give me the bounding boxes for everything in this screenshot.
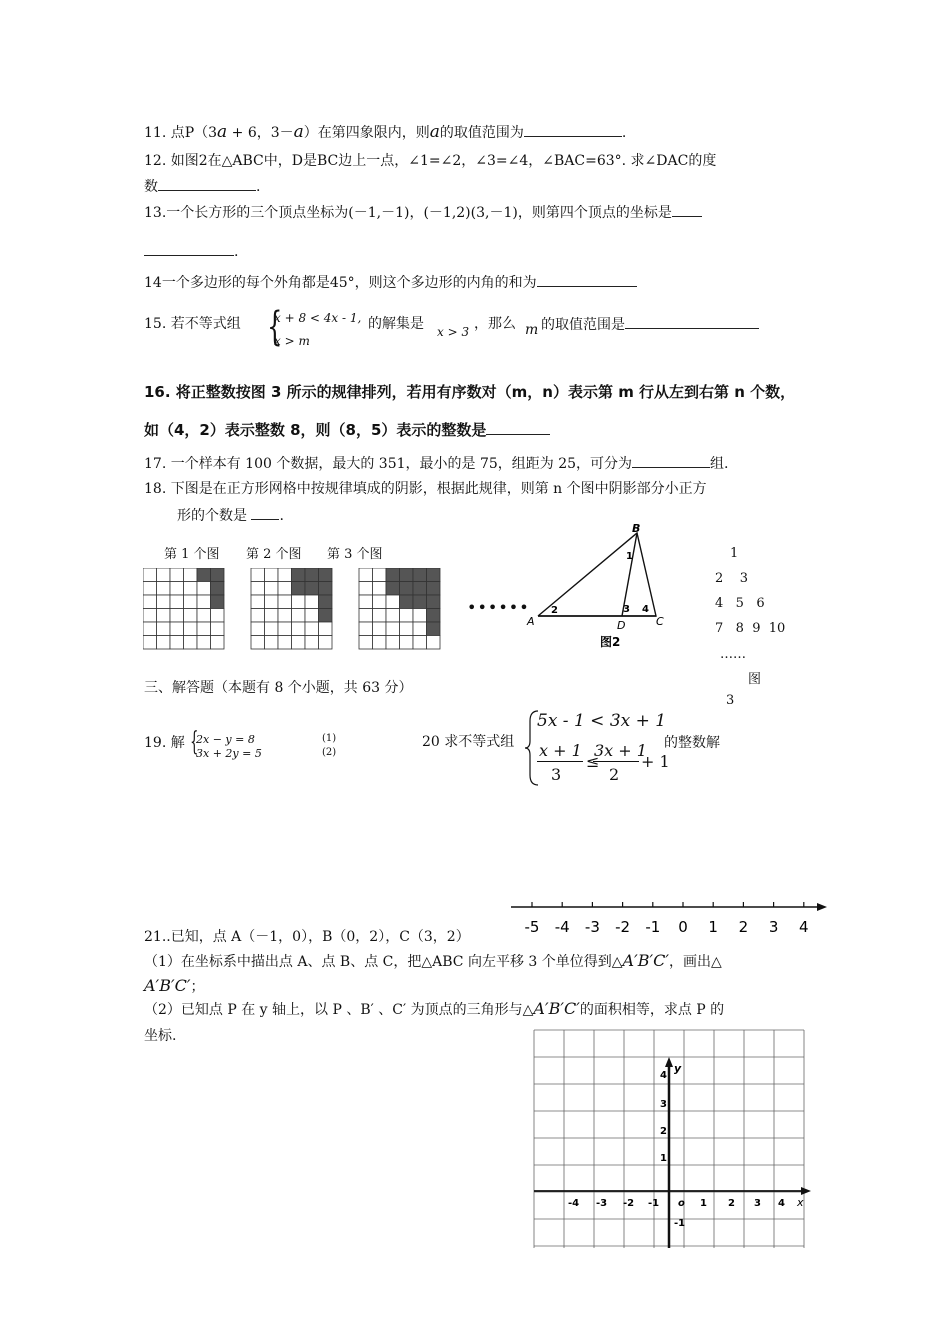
- grid-cell: [413, 609, 427, 623]
- fig3-caption-2: 3: [726, 693, 735, 708]
- question-12-line1: 12. 如图2在△ABC中，D是BC边上一点，∠1=∠2，∠3=∠4，∠BAC=63°. 求∠DAC的度: [144, 153, 717, 169]
- answer-blank[interactable]: [625, 314, 759, 329]
- question-21-line5: 坐标.: [144, 1028, 177, 1044]
- question-15-mid: 的解集是: [368, 316, 424, 332]
- equation-2-number: (2): [322, 747, 337, 758]
- grid-cell: [211, 582, 225, 596]
- question-14: 14一个多边形的每个外角都是45°，则这个多边形的内角的和为: [144, 272, 637, 293]
- grid-cell: [292, 609, 306, 623]
- grid-cell: [386, 595, 400, 609]
- grid-cell: [197, 636, 211, 650]
- grid-cell: [305, 568, 319, 582]
- grid-cell: [170, 622, 184, 636]
- angle-2: 2: [551, 605, 558, 616]
- q20-plus-one: + 1: [641, 752, 670, 771]
- grid-cell: [305, 582, 319, 596]
- grid-cell: [211, 609, 225, 623]
- grid-cell: [170, 568, 184, 582]
- question-13-line2: .: [144, 241, 238, 262]
- pattern-grid-1: [143, 568, 224, 649]
- x-axis-label: -4: [568, 1198, 580, 1209]
- equation-1: 2x − y = 8: [196, 733, 255, 746]
- grid-cell: [427, 568, 441, 582]
- q20-denominator-2: 2: [609, 765, 620, 784]
- grid-cell: [413, 568, 427, 582]
- fig3-caption-1: 图: [748, 672, 762, 687]
- grid-cell: [319, 595, 333, 609]
- question-11: 11. 点P（3a + 6，3－a）在第四象限内，则a的取值范围为 .: [144, 122, 627, 142]
- coordinate-grid[interactable]: [530, 1026, 820, 1251]
- grid-cell: [197, 622, 211, 636]
- grid-cell: [305, 636, 319, 650]
- grid-cell: [373, 609, 387, 623]
- x-axis-label: o: [678, 1198, 685, 1209]
- grid-cell: [211, 622, 225, 636]
- grid-cell: [427, 609, 441, 623]
- grid-cell: [265, 568, 279, 582]
- number-line-label: 4: [799, 918, 809, 936]
- fraction-bar-1: [537, 761, 583, 762]
- q20-le-sign: ≤: [586, 752, 600, 771]
- grid-cell: [184, 636, 198, 650]
- number-line: [505, 896, 835, 940]
- grid-cell: [319, 568, 333, 582]
- grid-cell: [197, 568, 211, 582]
- grid-cell: [386, 609, 400, 623]
- question-20-prefix: 20 求不等式组: [422, 734, 515, 750]
- grid-cell: [157, 609, 171, 623]
- x-axis-label: -3: [596, 1198, 608, 1209]
- question-21-line2: （1）在坐标系中描出点 A、点 B、点 C，把△ABC 向左平移 3 个单位得到△A′B′C′，画出△: [144, 951, 722, 970]
- grid-cell: [278, 582, 292, 596]
- grid-cell: [157, 595, 171, 609]
- grid-cell: [305, 622, 319, 636]
- fraction-bar-2: [593, 761, 639, 762]
- grid-cell: [170, 609, 184, 623]
- grid-cell: [400, 595, 414, 609]
- grid-cell: [278, 622, 292, 636]
- grid-cell: [386, 636, 400, 650]
- grid-cell: [170, 595, 184, 609]
- grid-cell: [143, 636, 157, 650]
- grid-cell: [143, 568, 157, 582]
- inequality-brace: {: [267, 304, 283, 350]
- question-21-line3: A′B′C′；: [144, 976, 205, 995]
- q20-numerator-1: x + 1: [539, 741, 582, 760]
- system-brace: {: [190, 727, 199, 757]
- grid-cell: [197, 595, 211, 609]
- grid-cell: [157, 636, 171, 650]
- answer-blank[interactable]: [144, 241, 234, 256]
- answer-blank[interactable]: [158, 176, 256, 191]
- grid-cell: [319, 582, 333, 596]
- number-line-label: 3: [768, 918, 779, 936]
- x-axis-label: 3: [754, 1198, 761, 1209]
- section-3-heading: 三、解答题（本题有 8 个小题，共 63 分）: [144, 680, 413, 696]
- grid-cell: [251, 595, 265, 609]
- grid-cell: [265, 609, 279, 623]
- grid-cell: [157, 622, 171, 636]
- figure-2-triangle: [522, 524, 672, 654]
- fig-label-1: 第 1 个图: [164, 547, 220, 562]
- grid-cell: [373, 582, 387, 596]
- fig3-row-1: 1: [730, 546, 739, 561]
- grid-cell: [359, 582, 373, 596]
- number-line-label: 1: [708, 918, 718, 936]
- number-line-label: -4: [554, 918, 570, 936]
- grid-cell: [184, 595, 198, 609]
- x-axis-label: -1: [648, 1198, 660, 1209]
- vertex-D: D: [617, 619, 626, 632]
- grid-cell: [251, 622, 265, 636]
- y-axis-label: 4: [660, 1070, 667, 1081]
- figure-2-caption: 图2: [600, 635, 621, 649]
- x-axis-name: x: [797, 1196, 804, 1209]
- grid-cell: [143, 609, 157, 623]
- angle-3: 3: [623, 604, 630, 615]
- grid-cell: [251, 568, 265, 582]
- grid-cell: [427, 595, 441, 609]
- ineq-1: x + 8 < 4x - 1,: [274, 311, 362, 325]
- answer-blank[interactable]: [672, 202, 702, 217]
- grid-cell: [184, 609, 198, 623]
- question-13-line1: 13.一个长方形的三个顶点坐标为(－1,－1)，(－1,2)(3,－1)，则第四个顶点的坐标是: [144, 202, 702, 223]
- var-m: m: [525, 322, 539, 338]
- number-line-label: 0: [678, 918, 688, 936]
- number-line-label: 2: [738, 918, 749, 936]
- grid-cell: [251, 636, 265, 650]
- question-16-line1: 16. 将正整数按图 3 所示的规律排列，若用有序数对（m，n）表示第 m 行从左到右第 n 个数，: [144, 383, 796, 401]
- grid-cell: [359, 636, 373, 650]
- y-axis-label: 3: [660, 1099, 667, 1110]
- grid-cell: [143, 582, 157, 596]
- grid-cell: [265, 582, 279, 596]
- grid-cell: [184, 568, 198, 582]
- question-20-suffix: 的整数解: [664, 735, 720, 751]
- number-line-label: -1: [645, 918, 661, 936]
- grid-cell: [319, 636, 333, 650]
- vertex-B: B: [632, 524, 641, 535]
- question-15-prefix: 15. 若不等式组: [144, 316, 241, 332]
- ineq-2: x > m: [274, 334, 310, 348]
- question-17: 17. 一个样本有 100 个数据，最大的 351，最小的是 75，组距为 25，可分为 组.: [144, 453, 729, 474]
- grid-cell: [413, 582, 427, 596]
- grid-cell: [427, 622, 441, 636]
- grid-cell: [278, 609, 292, 623]
- answer-blank[interactable]: [251, 505, 279, 520]
- question-15-mid2: ，那么: [474, 316, 516, 332]
- grid-cell: [184, 622, 198, 636]
- pattern-grid-2: [251, 568, 332, 649]
- grid-cell: [292, 582, 306, 596]
- grid-cell: [413, 622, 427, 636]
- grid-cell: [400, 582, 414, 596]
- fig-label-3: 第 3 个图: [327, 547, 383, 562]
- x-axis-label: 4: [778, 1198, 785, 1209]
- grid-cell: [211, 568, 225, 582]
- x-axis-label: 2: [728, 1198, 735, 1209]
- question-16-line2: 如（4，2）表示整数 8，则（8，5）表示的整数是: [144, 420, 550, 440]
- grid-cell: [265, 636, 279, 650]
- angle-1: 1: [626, 551, 633, 562]
- grid-cell: [170, 636, 184, 650]
- grid-cell: [413, 636, 427, 650]
- grid-cell: [265, 622, 279, 636]
- fig3-row-4: 7 8 9 10: [715, 621, 786, 636]
- grid-cell: [251, 582, 265, 596]
- pattern-grids: [143, 568, 443, 650]
- grid-cell: [427, 582, 441, 596]
- grid-cell: [359, 595, 373, 609]
- grid-cell: [413, 595, 427, 609]
- question-18-line2: 形的个数是 .: [177, 505, 284, 526]
- grid-cell: [400, 622, 414, 636]
- grid-cell: [319, 622, 333, 636]
- question-21-line4: （2）已知点 P 在 y 轴上，以 P 、B′ 、C′ 为顶点的三角形与△A′B′C′的面积相等，求点 P 的: [144, 999, 725, 1018]
- vertex-A: A: [527, 615, 535, 628]
- solution-set: x > 3: [437, 325, 470, 339]
- answer-blank[interactable]: [524, 122, 622, 137]
- grid-cell: [386, 622, 400, 636]
- question-18-line1: 18. 下图是在正方形网格中按规律填成的阴影，根据此规律，则第 n 个图中阴影部分小正方: [144, 481, 707, 497]
- grid-cell: [157, 582, 171, 596]
- equation-1-number: (1): [322, 733, 337, 744]
- pattern-grid-3: [359, 568, 440, 649]
- y-axis-label: -1: [674, 1218, 686, 1229]
- grid-cell: [373, 595, 387, 609]
- grid-cell: [278, 636, 292, 650]
- grid-cell: [184, 582, 198, 596]
- grid-cell: [292, 568, 306, 582]
- question-19-prefix: 19. 解: [144, 735, 185, 751]
- fig-label-2: 第 2 个图: [246, 547, 302, 562]
- angle-4: 4: [642, 604, 649, 615]
- x-axis-label: 1: [700, 1198, 707, 1209]
- grid-cell: [359, 609, 373, 623]
- grid-cell: [278, 568, 292, 582]
- fig3-row-5: ……: [720, 647, 746, 662]
- grid-cell: [278, 595, 292, 609]
- grid-cell: [211, 595, 225, 609]
- grid-cell: [359, 568, 373, 582]
- y-axis-label: 2: [660, 1126, 667, 1137]
- grid-cell: [305, 609, 319, 623]
- answer-blank[interactable]: [486, 420, 550, 435]
- question-21-line1: 21..已知，点 A（－1，0），B（0，2），C（3，2）: [144, 929, 470, 945]
- answer-blank[interactable]: [632, 453, 710, 468]
- number-line-label: -5: [524, 918, 540, 936]
- grid-cell: [359, 622, 373, 636]
- answer-blank[interactable]: [537, 272, 637, 287]
- grid-cell: [197, 609, 211, 623]
- grid-cell: [400, 636, 414, 650]
- q20-inequality-1: 5x - 1 < 3x + 1: [537, 711, 667, 731]
- grid-cell: [373, 568, 387, 582]
- grid-cell: [143, 622, 157, 636]
- grid-cell: [373, 636, 387, 650]
- grid-cell: [197, 582, 211, 596]
- question-12-line2: 数 .: [144, 176, 260, 197]
- grid-cell: [427, 636, 441, 650]
- fig3-row-2: 2 3: [715, 571, 749, 586]
- y-axis-label: 1: [660, 1153, 667, 1164]
- x-axis-label: -2: [623, 1198, 635, 1209]
- grid-cell: [373, 622, 387, 636]
- grid-cell: [400, 568, 414, 582]
- equation-2: 3x + 2y = 5: [196, 747, 262, 760]
- question-15-suffix: 的取值范围是: [541, 314, 759, 335]
- grid-cell: [251, 609, 265, 623]
- grid-cell: [265, 595, 279, 609]
- grid-cell: [292, 595, 306, 609]
- number-line-label: -2: [615, 918, 631, 936]
- vertex-C: C: [656, 615, 664, 628]
- grid-cell: [386, 582, 400, 596]
- grid-cell: [305, 595, 319, 609]
- grid-cell: [386, 568, 400, 582]
- q20-numerator-2: 3x + 1: [594, 741, 647, 760]
- grid-cell: [400, 609, 414, 623]
- fig3-row-3: 4 5 6: [715, 596, 765, 611]
- grid-cell: [170, 582, 184, 596]
- grid-cell: [143, 595, 157, 609]
- grid-cell: [292, 636, 306, 650]
- ellipsis-dots: ••••••: [467, 598, 530, 617]
- grid-cell: [157, 568, 171, 582]
- grid-cell: [319, 609, 333, 623]
- grid-cell: [292, 622, 306, 636]
- q20-denominator-1: 3: [551, 765, 562, 784]
- y-axis-name: y: [674, 1062, 682, 1075]
- grid-cell: [211, 636, 225, 650]
- number-line-label: -3: [584, 918, 600, 936]
